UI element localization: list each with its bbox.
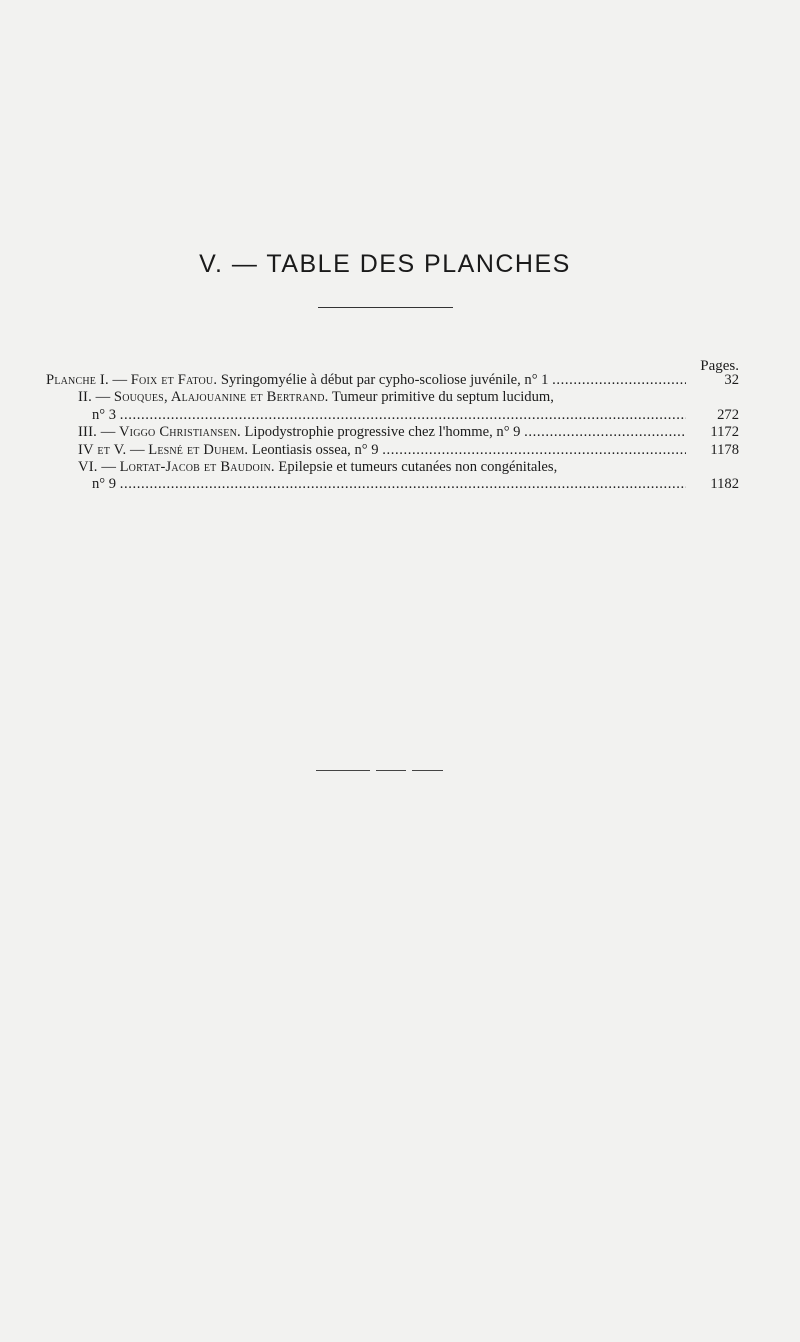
plate-entry-2: II. — Souques, Alajouanine et Bertrand. Tumeur primitive du septum lucidum, — [78, 389, 554, 406]
plate-numeral: Planche I. — [46, 372, 109, 388]
plate-page-number: 1178 — [710, 441, 739, 458]
plate-authors: Viggo Christiansen. — [118, 424, 241, 441]
plate-authors: Lortat-Jacob et Baudoin. — [119, 458, 275, 475]
plate-entry-4: IV et V. — Lesné et Duhem. Leontiasis ossea, n° 9 ..... 1178 — [46, 442, 739, 459]
plate-description-continuation: n° 3 — [92, 406, 117, 423]
pages-column-header: Pages. — [700, 358, 739, 374]
closing-rule — [316, 770, 443, 772]
plate-description: Syringomyélie à début par cypho-scoliose juvénile, n° 1 — [220, 372, 549, 388]
plate-numeral: III. — [78, 424, 98, 441]
plate-numeral: VI. — [78, 458, 98, 475]
plates-list — [46, 372, 739, 494]
page-title: V. — TABLE DES PLANCHES — [199, 250, 571, 278]
plate-authors: Souques, Alajouanine et Bertrand. — [113, 389, 329, 406]
plate-entry-3: III. — Viggo Christiansen. Lipodystrophie progressive chez l'homme, n° 9 ..... 1172 — [46, 424, 739, 441]
title-rule — [318, 307, 453, 308]
plate-entry-5: VI. — Lortat-Jacob et Baudoin. Epilepsie et tumeurs cutanées non congénitales, — [78, 458, 558, 475]
plate-description: Epilepsie et tumeurs cutanées non congénitales, — [278, 458, 558, 475]
plate-entry-1: Planche I. — Foix et Fatou. Syringomyélie à début par cypho-scoliose juvénile, n° 1 ..... 32 — [46, 372, 739, 389]
plate-description: Lipodystrophie progressive chez l'homme, n° 9 — [244, 424, 521, 441]
plate-description-continuation: n° 9 — [92, 476, 117, 493]
plate-numeral: IV et V. — [78, 441, 127, 458]
plate-page-number: 272 — [717, 406, 739, 423]
plate-numeral: II. — [78, 389, 92, 406]
plate-authors: Foix et Fatou. — [130, 372, 218, 388]
plate-entry-2-continuation — [46, 407, 739, 424]
plate-page-number: 1172 — [710, 424, 739, 441]
plate-description: Tumeur primitive du septum lucidum, — [331, 389, 554, 406]
plate-entry-5-continuation — [46, 476, 739, 493]
plate-page-number: 32 — [724, 372, 739, 388]
plate-authors: Lesné et Duhem. — [148, 441, 249, 458]
plate-description: Leontiasis ossea, n° 9 — [251, 441, 379, 458]
plate-page-number: 1182 — [710, 476, 739, 493]
